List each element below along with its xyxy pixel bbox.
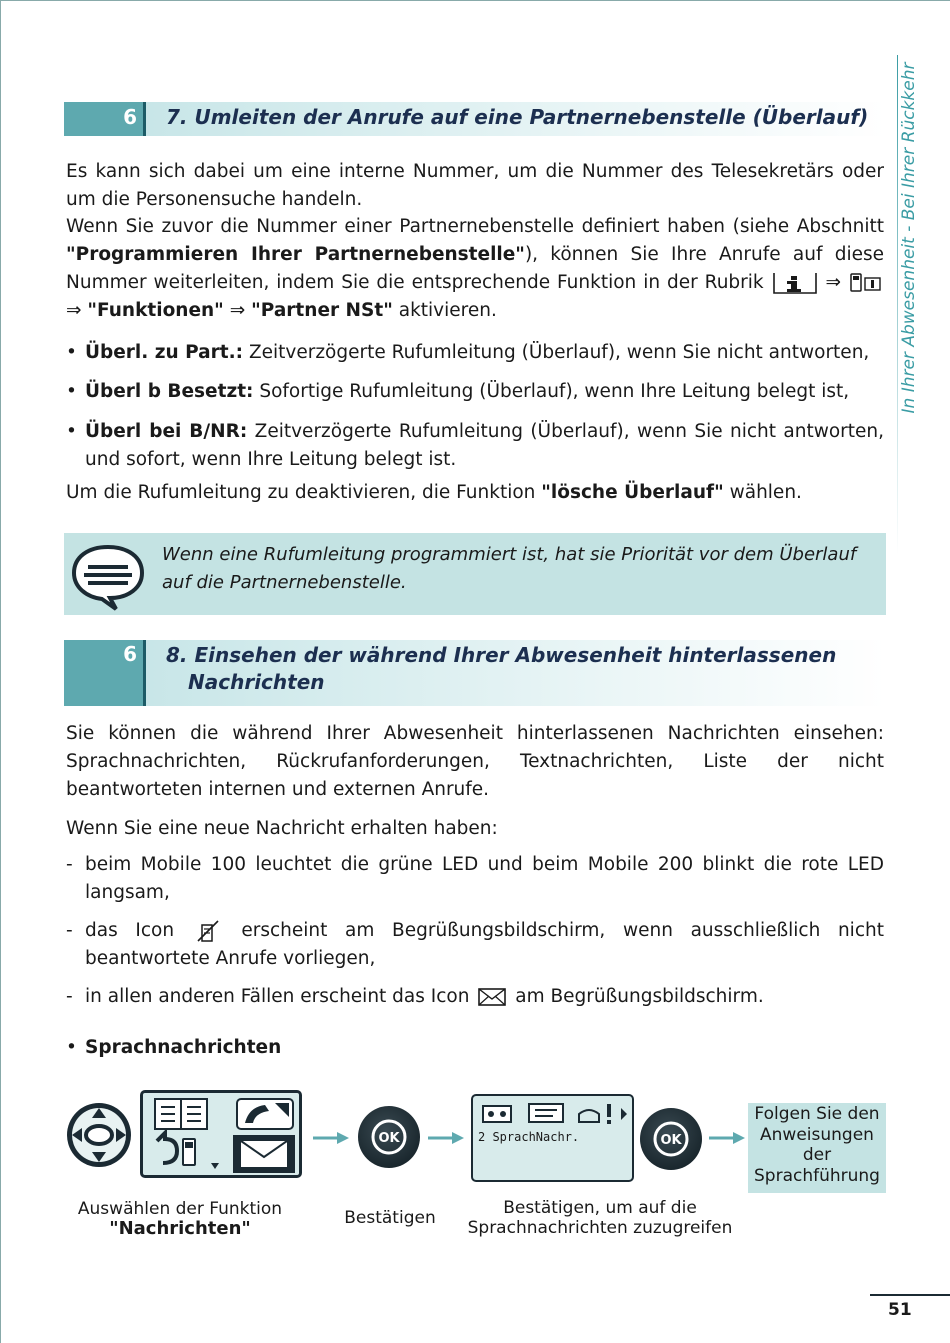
note-box bbox=[64, 533, 886, 615]
phone-info-icon bbox=[848, 272, 884, 294]
envelope-icon bbox=[475, 986, 509, 1008]
section-title: 7. Umleiten der Anrufe auf eine Partnernebenstelle (Überlauf) bbox=[146, 102, 886, 136]
section-title: 8. Einsehen der während Ihrer Abwesenheit hinterlassenen Nachrichten bbox=[146, 640, 886, 706]
list-item: • Überl b Besetzt: Sofortige Rufumleitung (Überlauf), wenn Ihre Leitung belegt ist, bbox=[66, 381, 850, 402]
paragraph: Sie können die während Ihrer Abwesenheit hinterlassenen Nachrichten einsehen: Sprachnachrichten, Rückrufanforderungen, Textnachrichten, Liste der nicht beantworteten internen und externen Anrufe. bbox=[66, 723, 884, 800]
paragraph: Es kann sich dabei um eine interne Nummer, um die Nummer des Telesekretärs oder um die Personensuche handeln. bbox=[66, 161, 884, 210]
step-caption: Bestätigen bbox=[344, 1208, 436, 1228]
info-key-icon bbox=[771, 270, 819, 296]
page-frame-left bbox=[0, 0, 1, 1343]
phone-display-messages bbox=[471, 1094, 634, 1182]
step-caption: Bestätigen, um auf die Sprachnachrichten zuzugreifen bbox=[467, 1198, 733, 1238]
flow-arrow-icon bbox=[313, 1131, 349, 1145]
list-item: - beim Mobile 100 leuchtet die grüne LED und beim Mobile 200 blinkt die rote LED langsam, bbox=[66, 854, 884, 903]
step-caption: Auswählen der Funktion "Nachrichten" bbox=[77, 1199, 283, 1239]
section-number: 6 bbox=[64, 640, 146, 706]
page-number-rule bbox=[870, 1294, 950, 1296]
list-item: • Überl bei B/NR: Zeitverzögerte Rufumleitung (Überlauf), wenn Sie nicht antworten, und sofort, wenn Ihre Leitung belegt ist. bbox=[66, 421, 884, 470]
svg-text:OK: OK bbox=[378, 1131, 400, 1146]
side-title: In Ihrer Abwesenheit - Bei Ihrer Rückkehr bbox=[899, 62, 919, 414]
paragraph: Wenn Sie zuvor die Nummer einer Partnernebenstelle definiert haben (siehe Abschnitt "Programmieren Ihrer Partnernebenstelle"), können Sie Ihre Anrufe auf diese Nummer weiterleiten, indem Sie die entsprechende Funktion in der Rubrik ⇒ ⇒ "Funktionen" ⇒ "Partner NSt" aktivieren. bbox=[66, 216, 884, 321]
phone-display-menu bbox=[140, 1090, 302, 1178]
list-item: - das Icon erscheint am Begrüßungsbildschirm, wenn ausschließlich nicht beantwortete Anrufe vorliegen, bbox=[66, 920, 884, 969]
paragraph: Um die Rufumleitung zu deaktivieren, die Funktion "lösche Überlauf" wählen. bbox=[66, 482, 802, 503]
flow-arrow-icon bbox=[709, 1131, 745, 1145]
ok-button-icon bbox=[358, 1106, 420, 1168]
ok-button-icon bbox=[640, 1108, 702, 1170]
paragraph: Wenn Sie eine neue Nachricht erhalten haben: bbox=[66, 818, 498, 839]
follow-instructions-box: Folgen Sie den Anweisungen der Sprachführung bbox=[748, 1103, 886, 1193]
svg-text:OK: OK bbox=[660, 1133, 682, 1148]
menu-icons bbox=[143, 1093, 299, 1175]
note-text: Wenn eine Rufumleitung programmiert ist, hat sie Priorität vor dem Überlauf auf die Partnernebenstelle. bbox=[162, 544, 857, 593]
message-type-icons bbox=[481, 1102, 631, 1126]
list-item: • Sprachnachrichten bbox=[66, 1037, 282, 1058]
flow-arrow-icon bbox=[428, 1131, 464, 1145]
section-header bbox=[64, 640, 886, 706]
speech-bubble-icon bbox=[70, 543, 146, 611]
display-message-count: 2 SprachNachr. bbox=[478, 1130, 580, 1144]
navigation-key-icon bbox=[66, 1102, 132, 1168]
section-number: 6 bbox=[64, 102, 146, 136]
page-frame-top bbox=[0, 0, 950, 1]
list-item: • Überl. zu Part.: Zeitverzögerte Rufumleitung (Überlauf), wenn Sie nicht antworten, bbox=[66, 342, 870, 363]
page-number: 51 bbox=[888, 1300, 912, 1320]
list-item: - in allen anderen Fällen erscheint das Icon am Begrüßungsbildschirm. bbox=[66, 986, 764, 1007]
missed-call-icon bbox=[192, 919, 224, 943]
section-header bbox=[64, 102, 886, 136]
